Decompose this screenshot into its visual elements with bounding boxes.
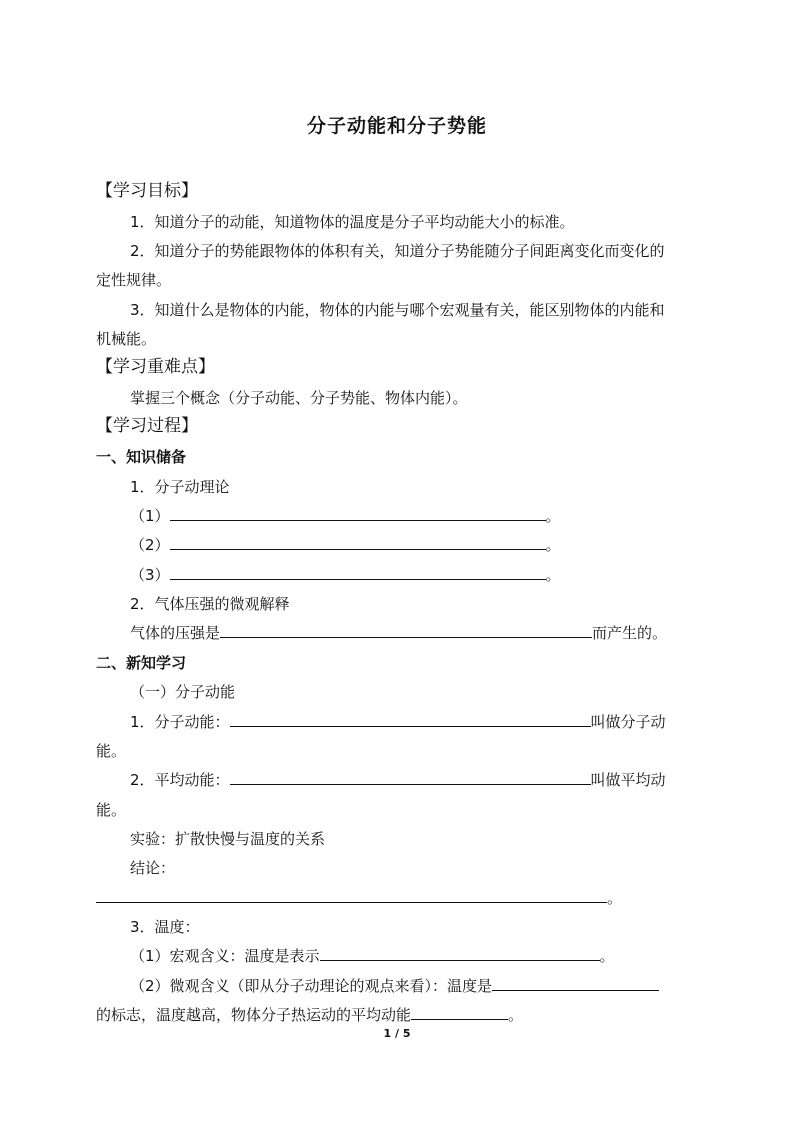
process-heading: 【学习过程】 [96, 416, 198, 436]
temp-2-prefix: （2）微观含义（即从分子动理论的观点来看）：温度是 [130, 977, 493, 995]
blank-conclusion[interactable] [96, 887, 607, 903]
ke-line [130, 711, 666, 733]
avg-prefix: 2．平均动能： [130, 771, 230, 789]
avg-line [130, 769, 666, 791]
goal-2-line-1: 2．知道分子的势能跟物体的体积有关，知道分子势能随分子间距离变化而变化的 [130, 242, 665, 260]
ke-cont: 能。 [96, 742, 127, 760]
period: 。 [545, 507, 561, 525]
goal-3-line-2: 机械能。 [96, 330, 157, 348]
item-1-title: 1．分子动理论 [130, 478, 230, 496]
key-text: 掌握三个概念（分子动能、分子势能、物体内能）。 [130, 389, 468, 407]
ke-prefix: 1．分子动能： [130, 713, 230, 731]
temp-2-line [130, 975, 659, 997]
temp-2-cont-text: 的标志，温度越高，物体分子热运动的平均动能 [96, 1006, 412, 1024]
conclusion-line [96, 887, 622, 909]
pressure-line [130, 622, 667, 644]
page-title: 分子动能和分子势能 [306, 115, 487, 137]
blank-temp-macro[interactable] [320, 945, 600, 961]
period: 。 [599, 947, 615, 965]
item-2-title: 2．气体压强的微观解释 [130, 595, 290, 613]
item-1-1 [130, 505, 561, 527]
temp-1-line [130, 945, 615, 967]
pressure-prefix: 气体的压强是 [130, 624, 221, 642]
part2-heading: 二、新知学习 [96, 654, 187, 672]
item-1-2-label: （2） [130, 536, 170, 554]
blank-average-energy[interactable] [230, 769, 591, 785]
blank-1-3[interactable] [170, 564, 546, 580]
key-heading: 【学习重难点】 [96, 357, 215, 377]
temp-2-cont [96, 1004, 523, 1026]
avg-suffix: 叫做平均动 [590, 771, 666, 789]
ke-suffix: 叫做分子动 [590, 713, 666, 731]
conclusion-label: 结论： [130, 859, 176, 877]
goals-heading: 【学习目标】 [96, 181, 198, 201]
blank-kinetic-energy[interactable] [230, 711, 591, 727]
item-1-1-label: （1） [130, 507, 170, 525]
goal-3-line-1: 3．知道什么是物体的内能，物体的内能与哪个宏观量有关，能区别物体的内能和 [130, 301, 665, 319]
item-1-3 [130, 564, 561, 586]
avg-cont: 能。 [96, 801, 127, 819]
goal-1: 1．知道分子的动能，知道物体的温度是分子平均动能大小的标准。 [130, 213, 575, 231]
blank-1-1[interactable] [170, 505, 546, 521]
page-number: 1 / 5 [383, 1027, 411, 1040]
temp-title: 3．温度： [130, 918, 200, 936]
experiment: 实验：扩散快慢与温度的关系 [130, 830, 326, 848]
temp-1-prefix: （1）宏观含义：温度是表示 [130, 947, 320, 965]
period: 。 [545, 536, 561, 554]
blank-1-2[interactable] [170, 534, 546, 550]
blank-pressure[interactable] [220, 622, 592, 638]
period: 。 [607, 889, 623, 907]
blank-temp-micro[interactable] [492, 975, 659, 991]
blank-temp-avg[interactable] [411, 1004, 508, 1020]
sub-heading-kinetic: （一）分子动能 [130, 683, 236, 701]
goal-2-line-2: 定性规律。 [96, 271, 172, 289]
period: 。 [508, 1006, 524, 1024]
item-1-3-label: （3） [130, 566, 170, 584]
period: 。 [545, 566, 561, 584]
pressure-suffix: 而产生的。 [592, 624, 668, 642]
item-1-2 [130, 534, 561, 556]
part1-heading: 一、知识储备 [96, 448, 187, 466]
